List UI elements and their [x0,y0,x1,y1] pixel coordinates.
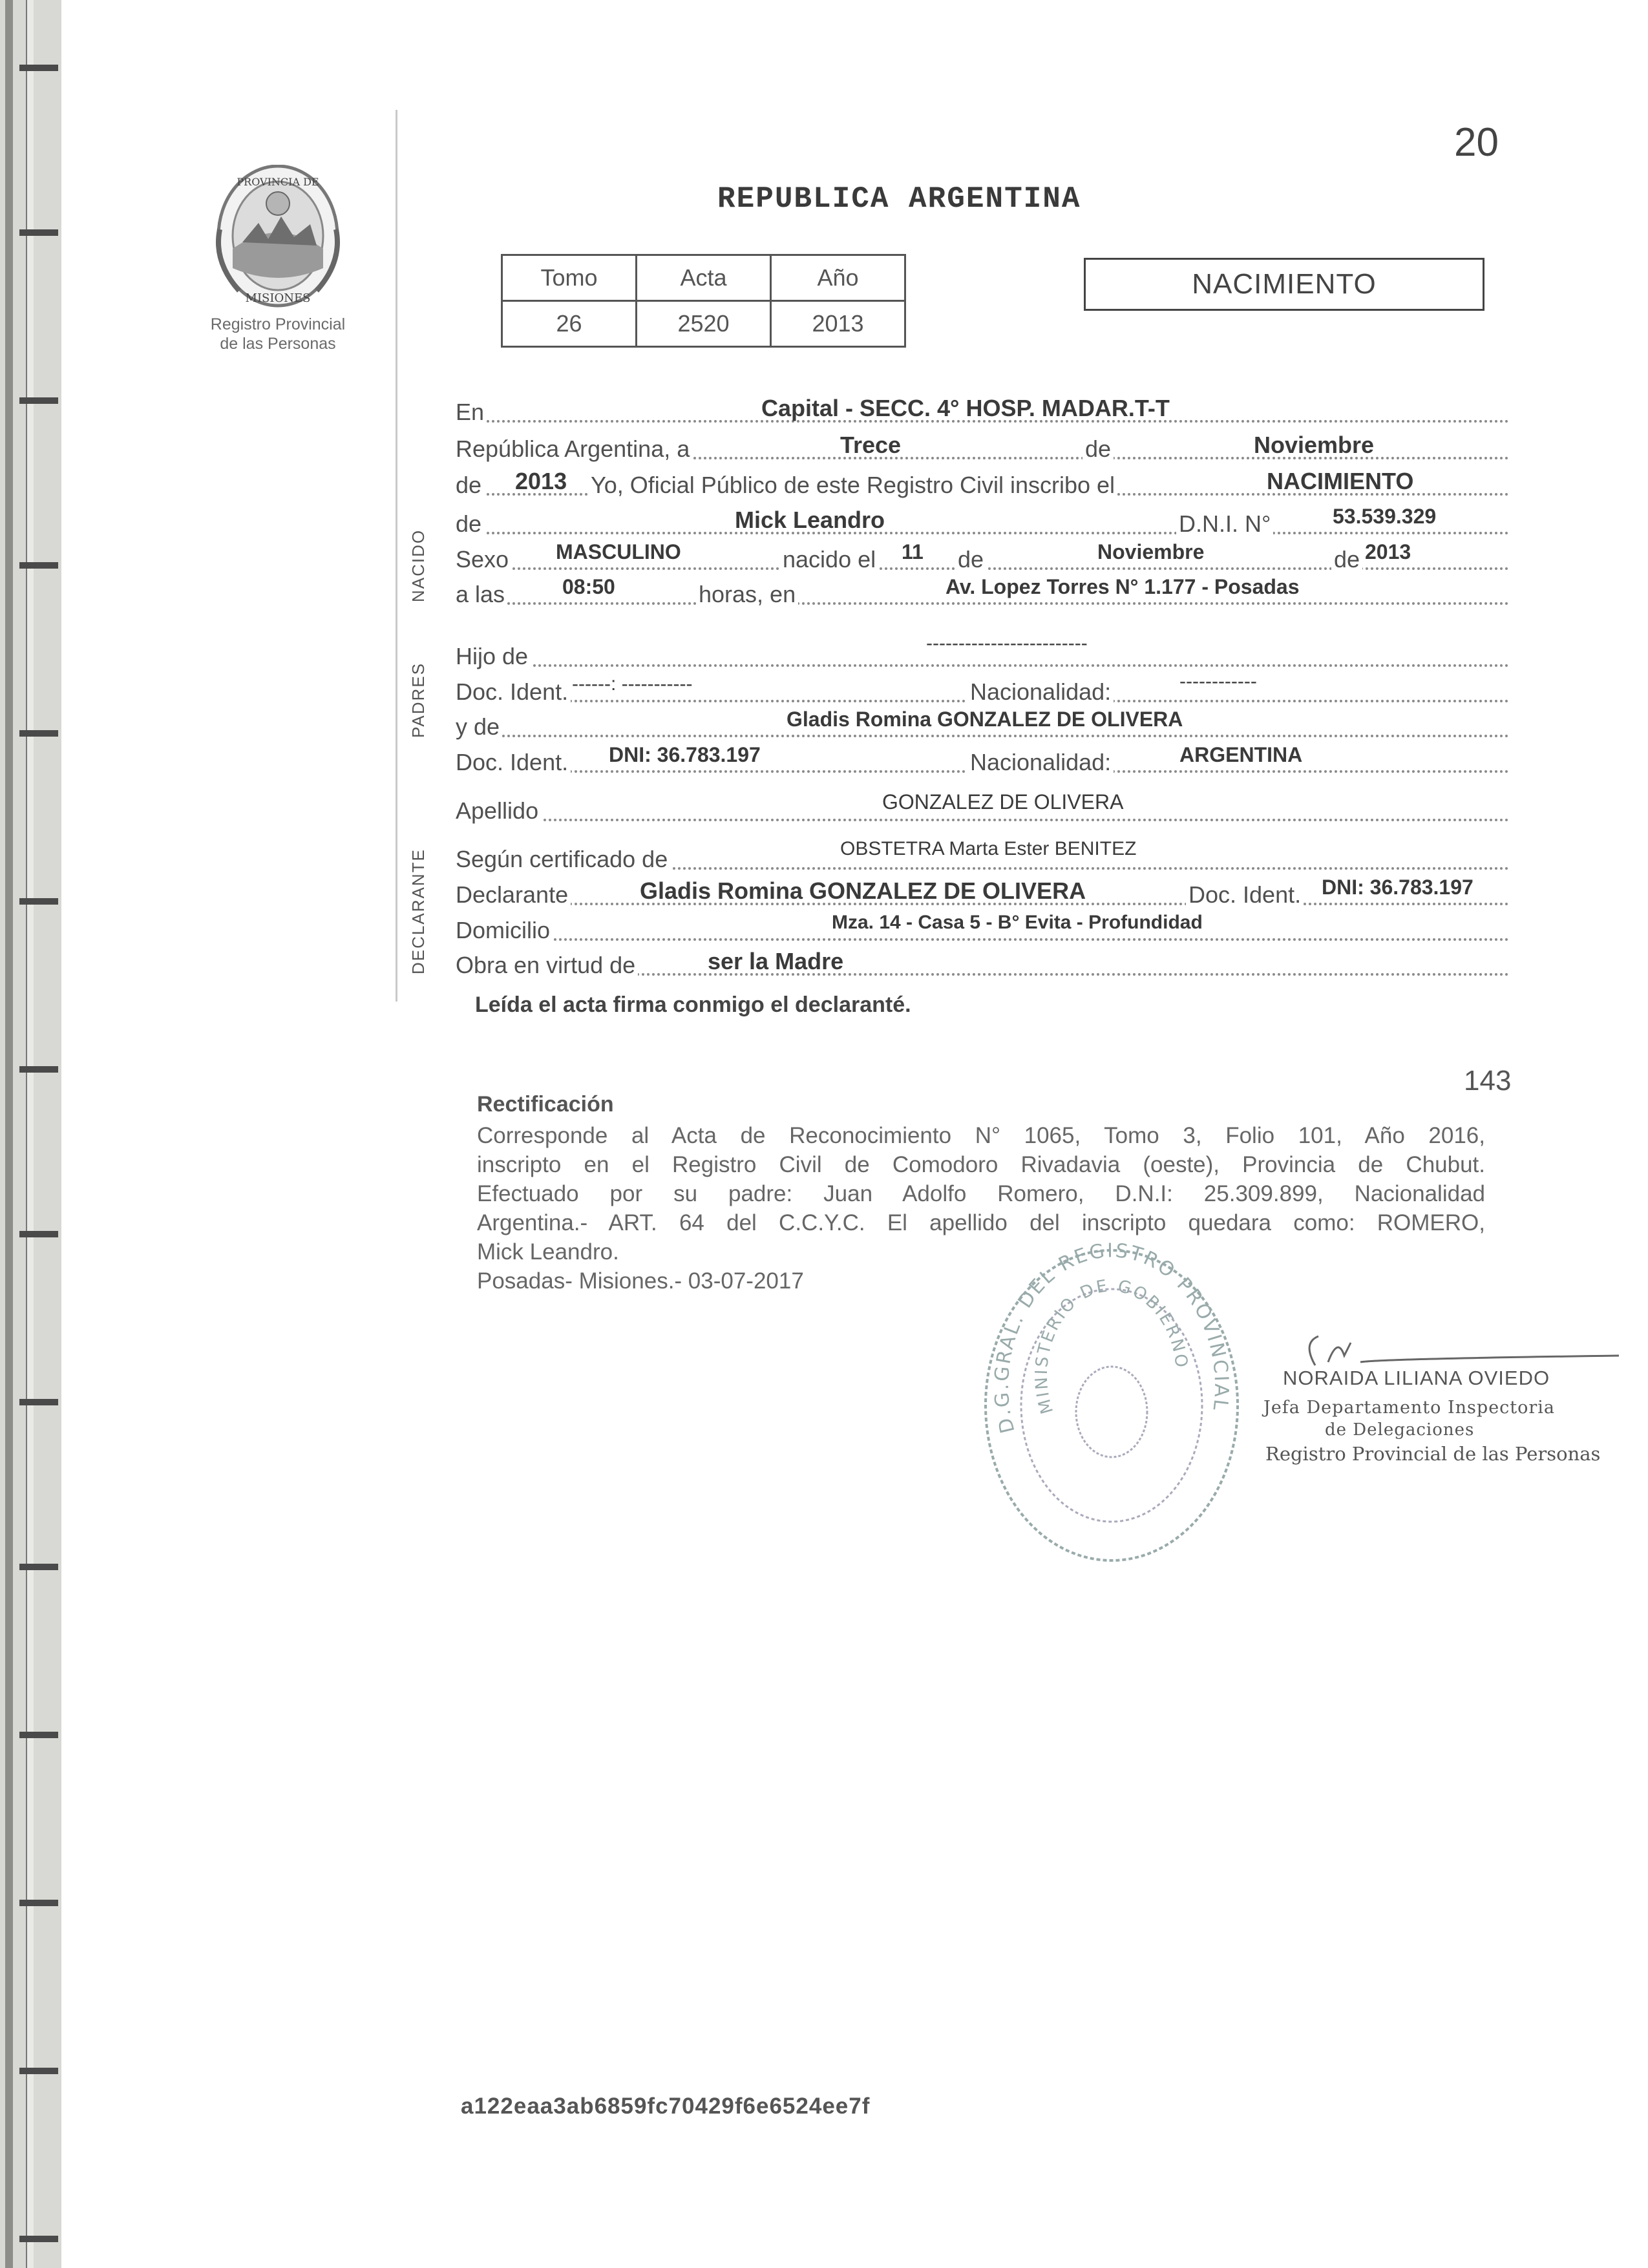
row-certificado: Según certificado de OBSTETRA Marta Ester BENITEZ [456,841,1509,874]
row-oficial: de 2013 Yo, Oficial Público de este Registro Civil inscribo el NACIMIENTO [456,467,1509,499]
rectificacion-line: Mick Leandro. [477,1239,619,1265]
obra-value: ser la Madre [708,948,844,974]
row-obra: Obra en virtud de ser la Madre [456,947,1509,980]
madre-nacionalidad: ARGENTINA [1179,743,1303,766]
domicilio-value: Mza. 14 - Casa 5 - B° Evita - Profundidad [832,912,1203,933]
row-hijo: Hijo de ------------------------- [456,638,1509,671]
madre-nombre: Gladis Romina GONZALEZ DE OLIVERA [787,708,1183,731]
value-tomo: 26 [502,301,637,347]
padre-nacionalidad: ------------ [1179,671,1257,692]
seal-caption: Registro Provincial de las Personas [210,315,346,353]
nombre-nacido: Mick Leandro [735,507,885,533]
svg-text:MISIONES: MISIONES [245,291,311,305]
certificado-value: OBSTETRA Marta Ester BENITEZ [840,838,1137,859]
nacimiento-dia: 11 [902,540,924,563]
svg-text:PROVINCIA DE: PROVINCIA DE [237,176,319,188]
nacimiento-mes: Noviembre [1097,540,1205,563]
signature-scribble-icon [1289,1330,1625,1369]
official-stamp-icon [976,1218,1247,1567]
row-apellido: Apellido GONZALEZ DE OLIVERA [456,793,1509,825]
lugar-nacimiento: Av. Lopez Torres N° 1.177 - Posadas [945,575,1300,598]
rectificacion-line: Corresponde al Acta de Reconocimiento N° 1065, Tomo 3, Folio 101, Año 2016, [477,1123,1485,1148]
rectificacion-line: Posadas- Misiones.- 03-07-2017 [477,1268,804,1294]
signatory-role: de Delegaciones [1325,1420,1475,1440]
padre-nombre: ------------------------- [926,633,1088,654]
hora-nacimiento: 08:50 [562,575,615,598]
header-anio: Año [771,255,905,301]
rectificacion-title: Rectificación [477,1092,614,1117]
row-madre-doc: Doc. Ident. DNI: 36.783.197 Nacionalidad: ARGENTINA [456,744,1509,777]
leida-statement: Leída el acta firma conmigo el declaranté. [475,992,911,1017]
sexo-value: MASCULINO [556,540,681,563]
row-en: En Capital - SECC. 4° HOSP. MADAR.T-T [456,394,1509,426]
value-anio: 2013 [771,301,905,347]
row-nombre: de Mick Leandro D.N.I. N° 53.539.329 [456,506,1509,538]
row-hora: a las 08:50 horas, en Av. Lopez Torres N° 1.177 - Posadas [456,576,1509,609]
header-acta: Acta [637,255,771,301]
signatory-name: NORAIDA LILIANA OVIEDO [1283,1367,1550,1389]
dni-nacido: 53.539.329 [1333,505,1437,528]
rectificacion-line: Efectuado por su padre: Juan Adolfo Romero, D.N.I: 25.309.899, Nacionalidad [477,1181,1485,1206]
apellido-value: GONZALEZ DE OLIVERA [882,790,1124,814]
declarante-nombre: Gladis Romina GONZALEZ DE OLIVERA [640,877,1086,904]
margin-line [396,110,397,1002]
header-tomo: Tomo [502,255,637,301]
row-declarante: Declarante Gladis Romina GONZALEZ DE OLIVERA Doc. Ident. DNI: 36.783.197 [456,877,1509,909]
side-label-padres: PADRES [408,662,428,738]
row-padre-doc: Doc. Ident. ------: ----------- Nacionalidad: ------------ [456,674,1509,706]
acto-registrado: NACIMIENTO [1267,468,1414,494]
mes-inscripcion: Noviembre [1254,432,1375,458]
binder-strip [0,0,61,2268]
row-sexo: Sexo MASCULINO nacido el 11 de Noviembre de 2013 [456,541,1509,574]
value-acta: 2520 [637,301,771,347]
declarante-doc: DNI: 36.783.197 [1322,876,1474,899]
rectificacion-line: inscripto en el Registro Civil de Comodoro Rivadavia (oeste), Provincia de Chubut. [477,1152,1485,1177]
rectificacion-number: 143 [1464,1065,1512,1097]
svg-text:MINISTERIO DE GOBIERNO: MINISTERIO DE GOBIERNO [1031,1276,1192,1416]
signatory-role: Jefa Departamento Inspectoria [1263,1398,1556,1418]
row-madre: y de Gladis Romina GONZALEZ DE OLIVERA [456,709,1509,741]
madre-doc: DNI: 36.783.197 [609,743,761,766]
nacimiento-anio: 2013 [1365,540,1411,563]
anio-inscripcion: 2013 [515,468,567,494]
rectificacion-line: Argentina.- ART. 64 del C.C.Y.C. El apellido del inscripto quedara como: ROMERO, [477,1210,1485,1235]
registry-table [501,254,906,348]
certificate-type-box: NACIMIENTO [1084,258,1484,311]
side-label-declarante: DECLARANTE [408,848,428,974]
page-number: 20 [1454,120,1499,165]
lugar-inscripcion: Capital - SECC. 4° HOSP. MADAR.T-T [761,395,1170,421]
side-label-nacido: NACIDO [408,529,428,602]
province-seal-icon [213,165,343,313]
dia-inscripcion: Trece [840,432,902,458]
row-domicilio: Domicilio Mza. 14 - Casa 5 - B° Evita - Profundidad [456,912,1509,945]
document-hash: a122eaa3ab6859fc70429f6e6524ee7f [461,2094,871,2119]
row-fecha: República Argentina, a Trece de Noviembre [456,431,1509,463]
padre-doc: ------: ----------- [572,673,693,695]
signatory-office: Registro Provincial de las Personas [1265,1443,1601,1465]
svg-text:D.G.GRAL. DEL REGISTRO PROVINC: D.G.GRAL. DEL REGISTRO PROVINCIAL [990,1239,1233,1436]
document-title: REPUBLICA ARGENTINA [717,182,1081,216]
